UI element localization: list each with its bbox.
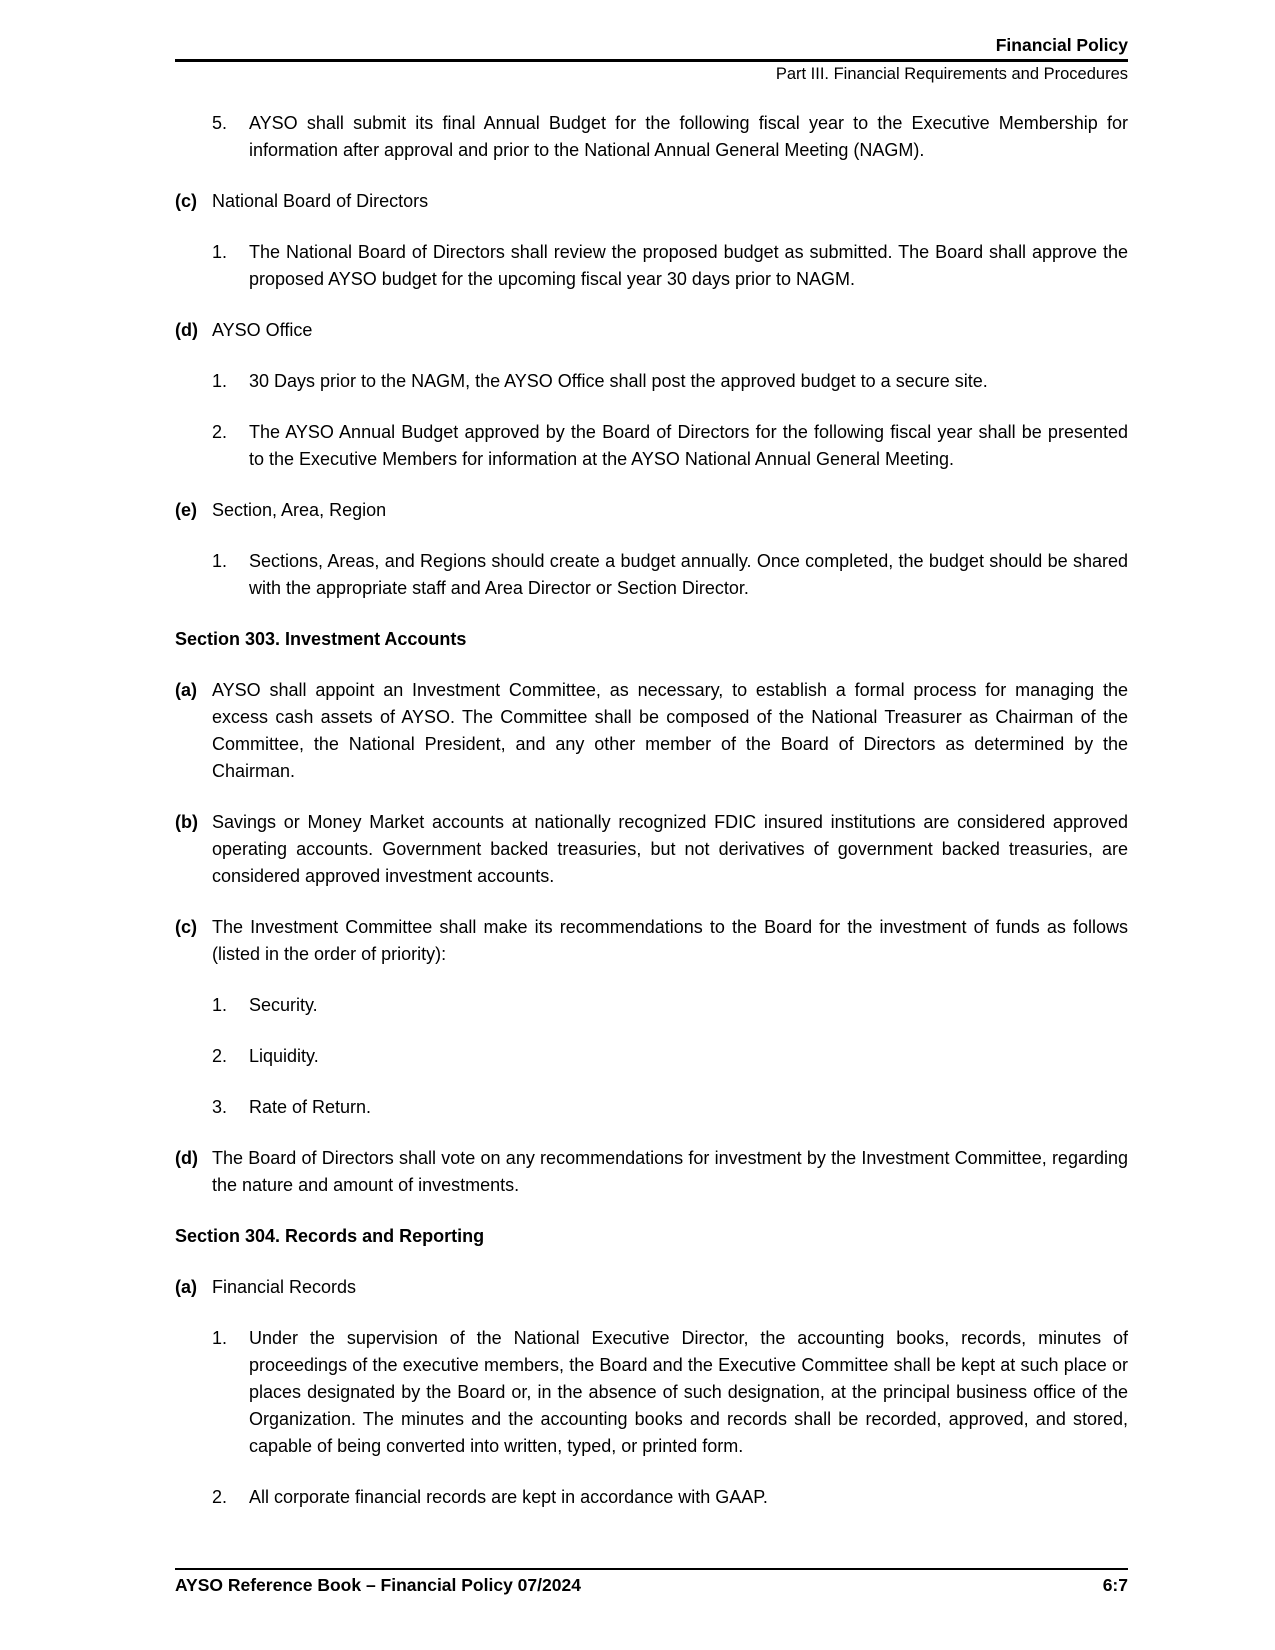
- footer-page-number: 6:7: [1102, 1575, 1128, 1595]
- item-label: (a): [175, 1277, 197, 1297]
- item-text: Sections, Areas, and Regions should create a budget annually. Once completed, the budget should be shared with the appropriate staff and Area Director or Section Director.: [249, 551, 1128, 598]
- item-label: 2.: [212, 422, 228, 442]
- item-label: (e): [175, 500, 197, 520]
- item-label: 1.: [212, 1328, 228, 1348]
- item-text: The AYSO Annual Budget approved by the Board of Directors for the following fiscal year shall be presented to the Executive Members for information at the AYSO National Annual General Meeting.: [249, 422, 1128, 469]
- footer-row: [175, 1570, 1128, 1598]
- numbered-item: [175, 110, 1128, 164]
- page-content: [175, 0, 1128, 1535]
- lettered-item: [175, 497, 1128, 524]
- item-label: 3.: [212, 1097, 228, 1117]
- item-text: The National Board of Directors shall review the proposed budget as submitted. The Board shall approve the proposed AYSO budget for the upcoming fiscal year 30 days prior to NAGM.: [249, 242, 1128, 289]
- item-text: Security.: [249, 995, 318, 1015]
- item-text: Savings or Money Market accounts at nationally recognized FDIC insured institutions are considered approved operating accounts. Government backed treasuries, but not derivatives of government backed treasuries, are considered approved investment accounts.: [212, 812, 1128, 886]
- item-text: Section, Area, Region: [212, 500, 387, 520]
- item-label: 5.: [212, 113, 228, 133]
- item-label: (d): [175, 1148, 198, 1168]
- item-label: (a): [175, 680, 197, 700]
- item-label: (c): [175, 191, 197, 211]
- footer-document-title: AYSO Reference Book – Financial Policy 07/2024: [175, 1575, 581, 1595]
- item-label: 2.: [212, 1046, 228, 1066]
- lettered-item: [175, 914, 1128, 968]
- item-label: (d): [175, 320, 198, 340]
- item-label: 2.: [212, 1487, 228, 1507]
- page-header: [175, 0, 1128, 87]
- lettered-item: [175, 677, 1128, 785]
- item-text: Rate of Return.: [249, 1097, 372, 1117]
- numbered-item: [175, 1094, 1128, 1121]
- item-label: 1.: [212, 551, 228, 571]
- item-text: 30 Days prior to the NAGM, the AYSO Office shall post the approved budget to a secure site.: [249, 371, 988, 391]
- lettered-item: [175, 1145, 1128, 1199]
- numbered-item: [175, 548, 1128, 602]
- header-subtitle: Part III. Financial Requirements and Procedures: [775, 65, 1128, 83]
- numbered-item: [175, 419, 1128, 473]
- numbered-item: [175, 992, 1128, 1019]
- item-text: AYSO shall submit its final Annual Budget for the following fiscal year to the Executive Membership for information after approval and prior to the National Annual General Meeting (NAGM).: [249, 113, 1128, 160]
- section-heading: Section 304. Records and Reporting: [175, 1226, 485, 1246]
- item-text: The Investment Committee shall make its recommendations to the Board for the investment of funds as follows (listed in the order of priority):: [212, 917, 1128, 964]
- section-heading: Section 303. Investment Accounts: [175, 629, 467, 649]
- numbered-item: [175, 239, 1128, 293]
- header-title: Financial Policy: [995, 35, 1128, 55]
- item-label: (c): [175, 917, 197, 937]
- item-text: National Board of Directors: [212, 191, 429, 211]
- item-text: The Board of Directors shall vote on any recommendations for investment by the Investment Committee, regarding the nature and amount of investments.: [212, 1148, 1128, 1195]
- numbered-item: [175, 1043, 1128, 1070]
- item-text: AYSO Office: [212, 320, 313, 340]
- item-label: (b): [175, 812, 198, 832]
- item-text: AYSO shall appoint an Investment Committee, as necessary, to establish a formal process for managing the excess cash assets of AYSO. The Committee shall be composed of the National Treasurer as Chairman of the Committee, the National President, and any other member of the Board of Directors as determined by the Chairman.: [212, 680, 1128, 781]
- lettered-item: [175, 809, 1128, 890]
- lettered-item: [175, 188, 1128, 215]
- item-label: 1.: [212, 371, 228, 391]
- document-body: [175, 110, 1128, 1511]
- item-text: Liquidity.: [249, 1046, 319, 1066]
- numbered-item: [175, 368, 1128, 395]
- numbered-item: [175, 1325, 1128, 1460]
- lettered-item: [175, 1274, 1128, 1301]
- item-label: 1.: [212, 242, 228, 262]
- item-text: Financial Records: [212, 1277, 357, 1297]
- lettered-item: [175, 317, 1128, 344]
- item-label: 1.: [212, 995, 228, 1015]
- page-footer: [175, 1568, 1128, 1598]
- item-text: All corporate financial records are kept in accordance with GAAP.: [249, 1487, 768, 1507]
- item-text: Under the supervision of the National Executive Director, the accounting books, records, minutes of proceedings of the executive members, the Board and the Executive Committee shall be kept at such place or places designated by the Board or, in the absence of such designation, at the principal business office of the Organization. The minutes and the accounting books and records shall be recorded, approved, and stored, capable of being converted into written, typed, or printed form.: [249, 1328, 1128, 1456]
- numbered-item: [175, 1484, 1128, 1511]
